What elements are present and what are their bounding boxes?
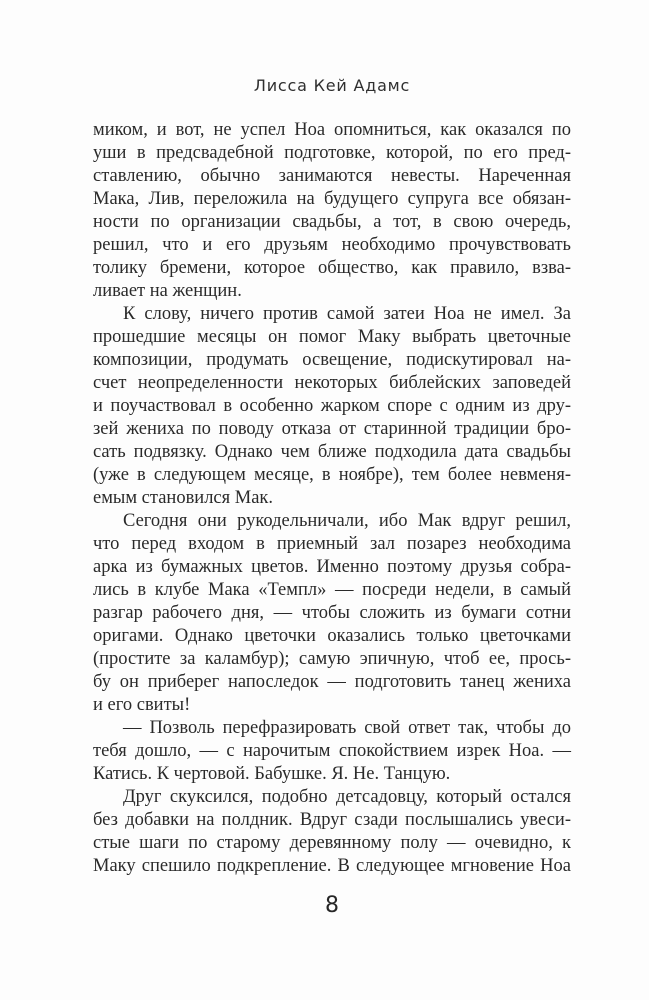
text-line: емым становился Мак. <box>93 488 274 508</box>
text-line: и его свиты! <box>93 695 191 715</box>
text-line: Мака, Лив, переложила на будущего супруга все обязан- <box>93 189 571 209</box>
page-text <box>93 119 571 878</box>
running-header-author: Лисса Кей Адамс <box>253 76 411 95</box>
text-line: что перед входом в приемный зал позарез необходима <box>93 534 571 554</box>
text-line: миком, и вот, не успел Ноа опомниться, как оказался по <box>93 120 571 140</box>
text-line: композиции, продумать освещение, подискутировал на- <box>93 350 571 370</box>
text-line: оригами. Однако цветочки оказались только цветочками <box>93 626 571 646</box>
text-line: стые шаги по старому деревянному полу — очевидно, к <box>93 833 571 853</box>
text-line: — Позволь перефразировать свой ответ так, чтобы до <box>123 718 571 738</box>
text-line: (уже в следующем месяце, в ноябре), тем более невменя- <box>93 465 571 485</box>
text-line: зей жениха по поводу отказа от старинной традиции бро- <box>93 419 571 439</box>
text-line: разгар рабочего дня, — чтобы сложить из бумаги сотни <box>93 603 571 623</box>
text-line: арка из бумажных цветов. Именно поэтому друзья собра- <box>93 557 571 577</box>
text-line: (простите за каламбур); самую эпичную, чтоб ее, прось- <box>93 649 571 669</box>
text-line: прошедшие месяцы он помог Маку выбрать цветочные <box>93 327 571 347</box>
text-line: Сегодня они рукодельничали, ибо Мак вдруг решил, <box>123 511 571 531</box>
text-line: ности по организации свадьбы, а тот, в свою очередь, <box>93 212 571 232</box>
text-line: и поучаствовал в особенно жарком споре с одним из дру- <box>93 396 571 416</box>
page-number: 8 <box>325 893 339 918</box>
text-line: К слову, ничего против самой затеи Ноа не имел. За <box>123 304 571 324</box>
text-line: Друг скуксился, подобно детсадовцу, который остался <box>123 787 571 807</box>
text-line: толику бремени, которое общество, как правило, взва- <box>93 258 571 278</box>
text-line: тебя дошло, — с нарочитым спокойствием изрек Ноа. — <box>93 741 571 761</box>
text-line: ливает на женщин. <box>93 281 242 301</box>
text-line: Маку спешило подкрепление. В следующее мгновение Ноа <box>93 856 571 876</box>
text-line: бу он приберег напоследок — подготовить танец жениха <box>93 672 571 692</box>
text-line: Катись. К чертовой. Бабушке. Я. Не. Танцую. <box>93 764 451 784</box>
text-line: уши в предсвадебной подготовке, которой, по его пред- <box>93 143 571 163</box>
text-line: решил, что и его друзьям необходимо прочувствовать <box>93 235 571 255</box>
text-line: без добавки на полдник. Вдруг сзади послышались увеси- <box>93 810 571 830</box>
text-line: ставлению, обычно занимаются невесты. Нареченная <box>93 166 571 186</box>
text-line: лись в клубе Мака «Темпл» — посреди недели, в самый <box>93 580 571 600</box>
text-line: счет неопределенности некоторых библейских заповедей <box>93 373 571 393</box>
text-line: сать подвязку. Однако чем ближе подходила дата свадьбы <box>93 442 571 462</box>
